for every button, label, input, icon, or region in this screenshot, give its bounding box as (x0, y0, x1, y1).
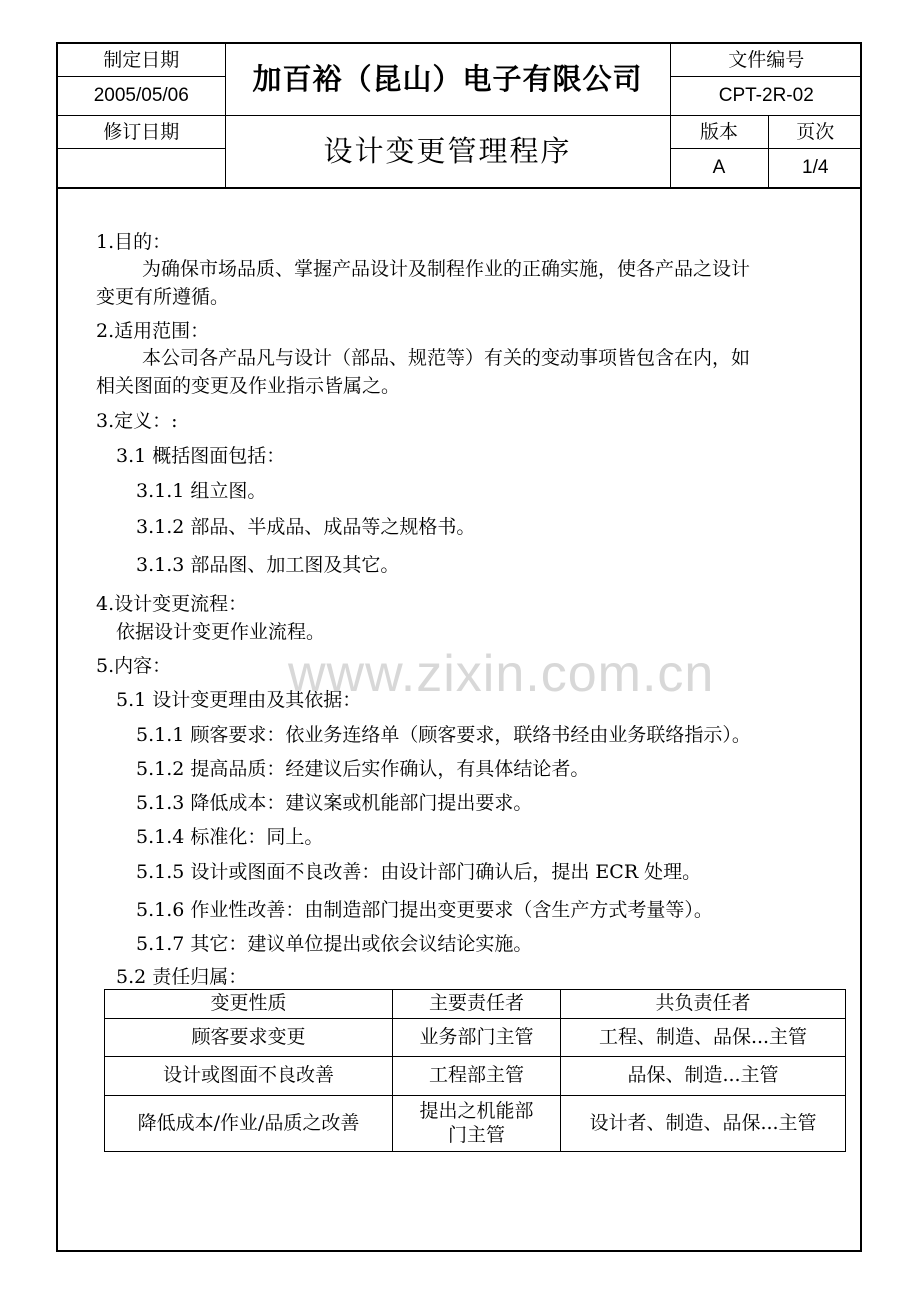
table-header-cell: 变更性质 (105, 990, 393, 1019)
document-frame (56, 42, 862, 1252)
section-1-text-1: 为确保市场品质、掌握产品设计及制程作业的正确实施，使各产品之设计 (142, 258, 751, 280)
section-5-1-5: 5.1.5 设计或图面不良改善：由设计部门确认后，提出 ECR 处理。 (136, 861, 702, 883)
table-header-cell: 主要责任者 (393, 990, 561, 1019)
doc-no-value: CPT-2R-02 (670, 77, 862, 116)
page-label: 页次 (768, 116, 862, 149)
section-5-1-1: 5.1.1 顾客要求：依业务连络单（顾客要求，联络书经由业务联络指示）。 (136, 724, 751, 746)
table-cell: 业务部门主管 (393, 1019, 561, 1057)
section-5-1-7: 5.1.7 其它：建议单位提出或依会议结论实施。 (136, 933, 533, 955)
section-5-2: 5.2 责任归属： (116, 966, 248, 988)
table-cell: 提出之机能部门主管 (393, 1096, 561, 1152)
date-made-value: 2005/05/06 (58, 77, 225, 116)
doc-no-label: 文件编号 (670, 44, 862, 77)
section-4-text: 依据设计变更作业流程。 (116, 621, 326, 643)
section-5-1-2: 5.1.2 提高品质：经建议后实作确认，有具体结论者。 (136, 758, 590, 780)
section-3-1: 3.1 概括图面包括： (116, 445, 286, 467)
responsibility-table (104, 989, 846, 1152)
table-cell: 工程部主管 (393, 1057, 561, 1096)
doc-title: 设计变更管理程序 (225, 116, 670, 189)
table-cell: 顾客要求变更 (105, 1019, 393, 1057)
table-cell: 设计或图面不良改善 (105, 1057, 393, 1096)
table-cell: 品保、制造...主管 (561, 1057, 846, 1096)
section-3-1-2: 3.1.2 部品、半成品、成品等之规格书。 (136, 516, 476, 538)
table-cell: 降低成本/作业/品质之改善 (105, 1096, 393, 1152)
table-row (105, 1019, 846, 1057)
date-made-label: 制定日期 (58, 44, 225, 77)
page-value: 1/4 (768, 149, 862, 189)
section-1-text-2: 变更有所遵循。 (96, 286, 230, 308)
section-2-title: 2.适用范围： (96, 320, 210, 342)
table-row (105, 1096, 846, 1152)
table-header-row (105, 990, 846, 1019)
table-cell: 设计者、制造、品保...主管 (561, 1096, 846, 1152)
section-5-1-4: 5.1.4 标准化：同上。 (136, 826, 324, 848)
section-5-title: 5.内容： (96, 655, 172, 677)
section-5-1-6: 5.1.6 作业性改善：由制造部门提出变更要求（含生产方式考量等）。 (136, 899, 713, 921)
document-body (58, 44, 860, 1250)
company-name: 加百裕（昆山）电子有限公司 (225, 44, 670, 116)
version-label: 版本 (670, 116, 768, 149)
section-5-1-3: 5.1.3 降低成本：建议案或机能部门提出要求。 (136, 792, 533, 814)
section-2-text-1: 本公司各产品凡与设计（部品、规范等）有关的变动事项皆包含在内，如 (142, 347, 751, 369)
table-cell: 工程、制造、品保...主管 (561, 1019, 846, 1057)
section-3-1-3: 3.1.3 部品图、加工图及其它。 (136, 554, 400, 576)
watermark: www.zixin.com.cn (288, 645, 715, 703)
section-3-title: 3.定义：: (96, 410, 178, 432)
table-row (105, 1057, 846, 1096)
section-4-title: 4.设计变更流程： (96, 593, 248, 615)
revise-date-label: 修订日期 (58, 116, 225, 149)
version-value: A (670, 149, 768, 189)
section-1-title: 1.目的： (96, 231, 172, 253)
table-header-cell: 共负责任者 (561, 990, 846, 1019)
section-2-text-2: 相关图面的变更及作业指示皆属之。 (96, 375, 401, 397)
section-5-1: 5.1 设计变更理由及其依据： (116, 689, 362, 711)
section-3-1-1: 3.1.1 组立图。 (136, 480, 267, 502)
